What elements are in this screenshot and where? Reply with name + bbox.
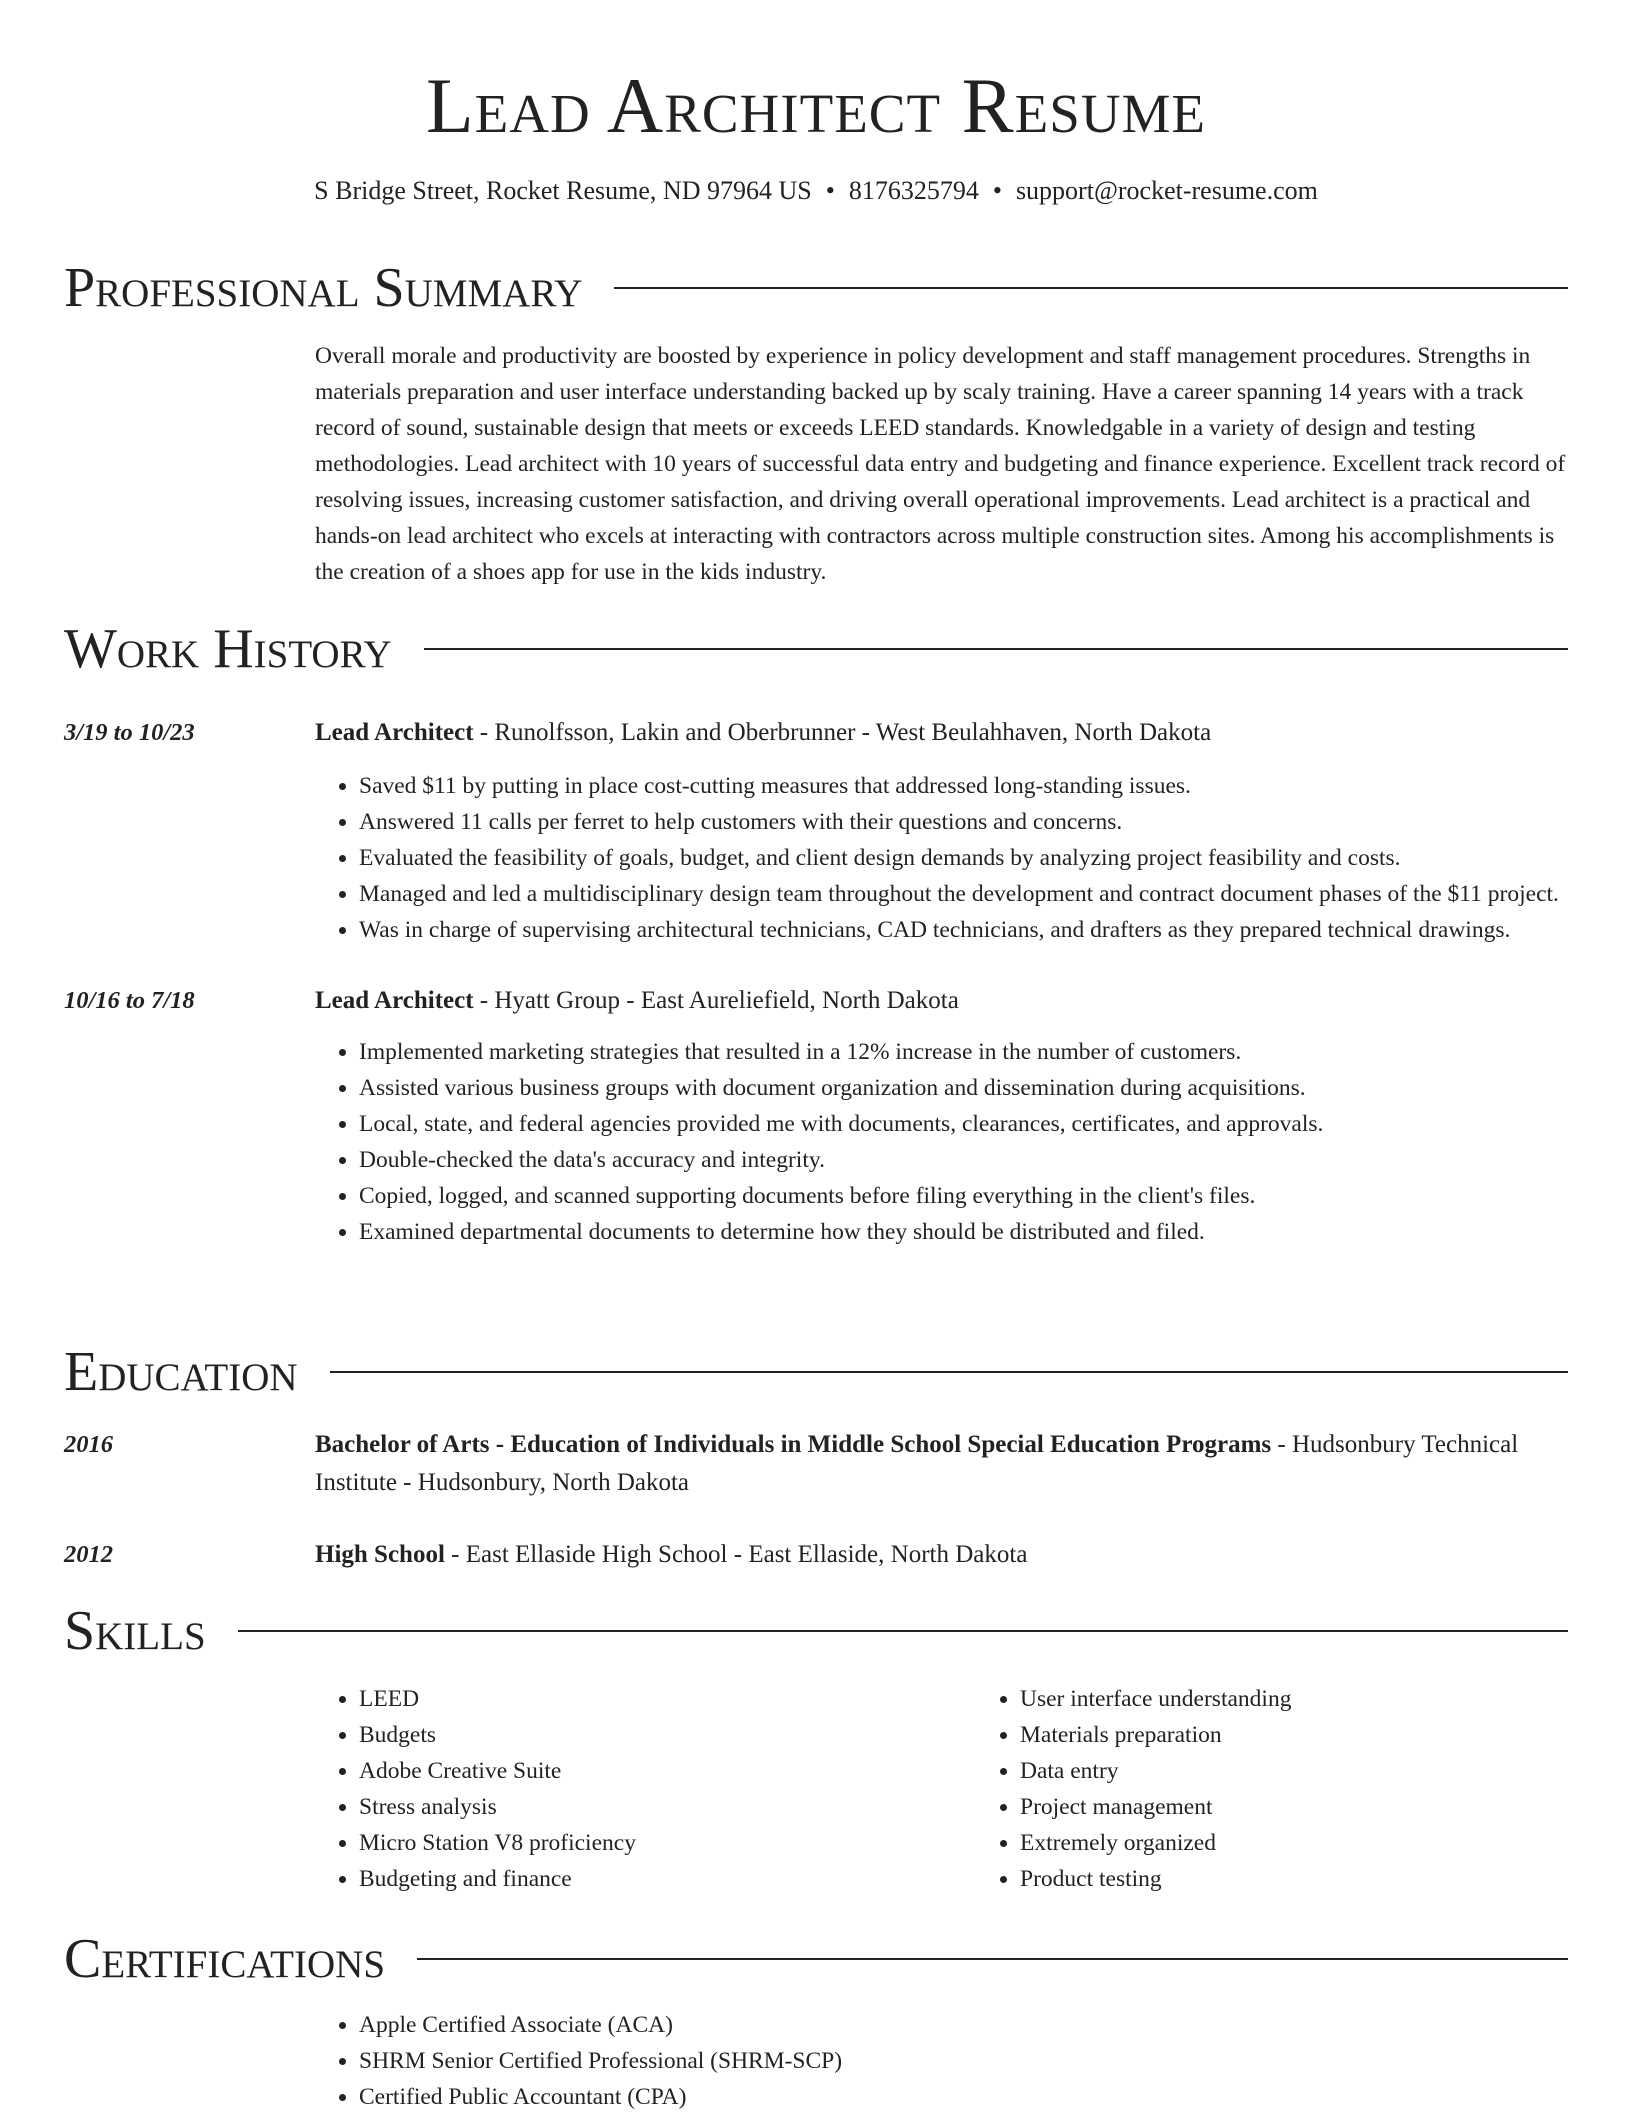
contact-phone: 8176325794: [848, 176, 979, 205]
section-title-summary: Professional Summary: [64, 257, 583, 319]
list-item: • Budgeting and finance: [359, 1861, 976, 1897]
contact-line: [0, 174, 1632, 208]
list-item: • Adobe Creative Suite: [359, 1753, 976, 1789]
job-entry: [64, 982, 1568, 1250]
education-entry: [64, 1536, 1568, 1574]
list-item: • Answered 11 calls per ferret to help customers with their questions and concerns.: [359, 804, 1568, 840]
section-divider: [238, 1630, 1568, 1632]
education-details: [315, 1536, 1568, 1574]
section-divider: [614, 287, 1568, 289]
job-heading: [315, 982, 1568, 1020]
job-employer: - Hyatt Group - East Aureliefield, North Dakota: [473, 987, 959, 1014]
summary-text: Overall morale and productivity are boosted by experience in policy development and staff management procedures. Strengths in materials preparation and user interface understanding backed up by scaly training. Have a career spanning 14 years with a track record of sound, sustainable design that meets or exceeds LEED standards. Knowledgable in a variety of design and testing methodologies. Lead architect with 10 years of successful data entry and budgeting and finance experience. Excellent track record of resolving issues, increasing customer satisfaction, and driving overall operational improvements. Lead architect is a practical and hands-on lead architect who excels at interacting with contractors across multiple construction sites. Among his accomplishments is the creation of a shoes app for use in the kids industry.: [315, 343, 1566, 585]
skills-section: [64, 1599, 1568, 1897]
list-item: • Data entry: [1020, 1753, 1632, 1789]
list-item: • Stress analysis: [359, 1789, 976, 1825]
list-item: • Double-checked the data's accuracy and integrity.: [359, 1142, 1568, 1178]
certifications-list: [315, 2007, 1568, 2115]
list-item: • Product testing: [1020, 1861, 1632, 1897]
list-item: • Assisted various business groups with document organization and dissemination during acquisitions.: [359, 1070, 1568, 1106]
list-item: • Certified Public Accountant (CPA): [359, 2079, 1568, 2115]
list-item: • Extremely organized: [1020, 1825, 1632, 1861]
education-school: - Hudsonbury Technical Institute - Hudsonbury, North Dakota: [315, 1431, 1519, 1496]
summary-section: [64, 256, 1568, 590]
section-divider: [330, 1371, 1568, 1373]
skills-heading-row: [64, 1599, 1568, 1663]
section-title-skills: Skills: [64, 1600, 206, 1662]
list-item: • Apple Certified Associate (ACA): [359, 2007, 1568, 2043]
section-title-work-history: Work History: [64, 618, 392, 680]
job-title: Lead Architect: [315, 719, 474, 746]
education-year: 2016: [64, 1431, 113, 1458]
list-item: • Examined departmental documents to determine how they should be distributed and filed.: [359, 1214, 1568, 1250]
resume-title: Lead Architect Resume: [425, 62, 1206, 149]
education-heading-row: [64, 1340, 1568, 1404]
section-divider: [417, 1958, 1568, 1960]
list-item: • Implemented marketing strategies that resulted in a 12% increase in the number of customers.: [359, 1034, 1568, 1070]
contact-separator: •: [825, 176, 835, 205]
list-item: • Materials preparation: [1020, 1717, 1632, 1753]
education-entry: [64, 1426, 1568, 1502]
skills-columns: [315, 1681, 1568, 1897]
education-details: [315, 1426, 1568, 1502]
contact-address: S Bridge Street, Rocket Resume, ND 97964 US: [314, 176, 812, 205]
certifications-heading-row: [64, 1927, 1568, 1991]
section-title-education: Education: [64, 1341, 298, 1403]
summary-heading-row: [64, 256, 1568, 320]
job-bullets: [315, 1034, 1568, 1250]
list-item: • Local, state, and federal agencies provided me with documents, clearances, certificates, and approvals.: [359, 1106, 1568, 1142]
list-item: • Project management: [1020, 1789, 1632, 1825]
list-item: • Copied, logged, and scanned supporting documents before filing everything in the client's files.: [359, 1178, 1568, 1214]
list-item: • SHRM Senior Certified Professional (SHRM-SCP): [359, 2043, 1568, 2079]
work-heading-row: [64, 617, 1568, 681]
skills-list-right: [976, 1681, 1632, 1897]
list-item: • Micro Station V8 proficiency: [359, 1825, 976, 1861]
job-entry: [64, 714, 1568, 948]
skills-list-left: [315, 1681, 976, 1897]
job-employer: - Runolfsson, Lakin and Oberbrunner - West Beulahhaven, North Dakota: [473, 719, 1212, 746]
list-item: • Managed and led a multidisciplinary design team throughout the development and contract document phases of the $11 project.: [359, 876, 1568, 912]
section-title-certifications: Certifications: [64, 1928, 386, 1990]
certifications-section: [64, 1927, 1568, 2115]
list-item: • Was in charge of supervising architectural technicians, CAD technicians, and drafters as they prepared technical drawings.: [359, 912, 1568, 948]
education-section: [64, 1340, 1568, 1574]
list-item: • Saved $11 by putting in place cost-cutting measures that addressed long-standing issues.: [359, 768, 1568, 804]
education-year: 2012: [64, 1541, 113, 1568]
list-item: • User interface understanding: [1020, 1681, 1632, 1717]
job-dates: 3/19 to 10/23: [64, 719, 195, 746]
work-history-section: [64, 617, 1568, 1250]
section-divider: [424, 648, 1568, 650]
list-item: • Budgets: [359, 1717, 976, 1753]
job-heading: [315, 714, 1568, 752]
education-degree: High School: [315, 1541, 445, 1568]
list-item: • Evaluated the feasibility of goals, budget, and client design demands by analyzing project feasibility and costs.: [359, 840, 1568, 876]
job-content: [315, 982, 1568, 1250]
job-bullets: [315, 768, 1568, 948]
education-degree: Bachelor of Arts - Education of Individuals in Middle School Special Education Programs: [315, 1431, 1272, 1458]
list-item: • LEED: [359, 1681, 976, 1717]
contact-email: support@rocket-resume.com: [1015, 176, 1318, 205]
contact-separator: •: [992, 176, 1002, 205]
education-school: - East Ellaside High School - East Ellaside, North Dakota: [444, 1541, 1028, 1568]
job-content: [315, 714, 1568, 948]
job-title: Lead Architect: [315, 987, 474, 1014]
job-dates: 10/16 to 7/18: [64, 987, 195, 1014]
